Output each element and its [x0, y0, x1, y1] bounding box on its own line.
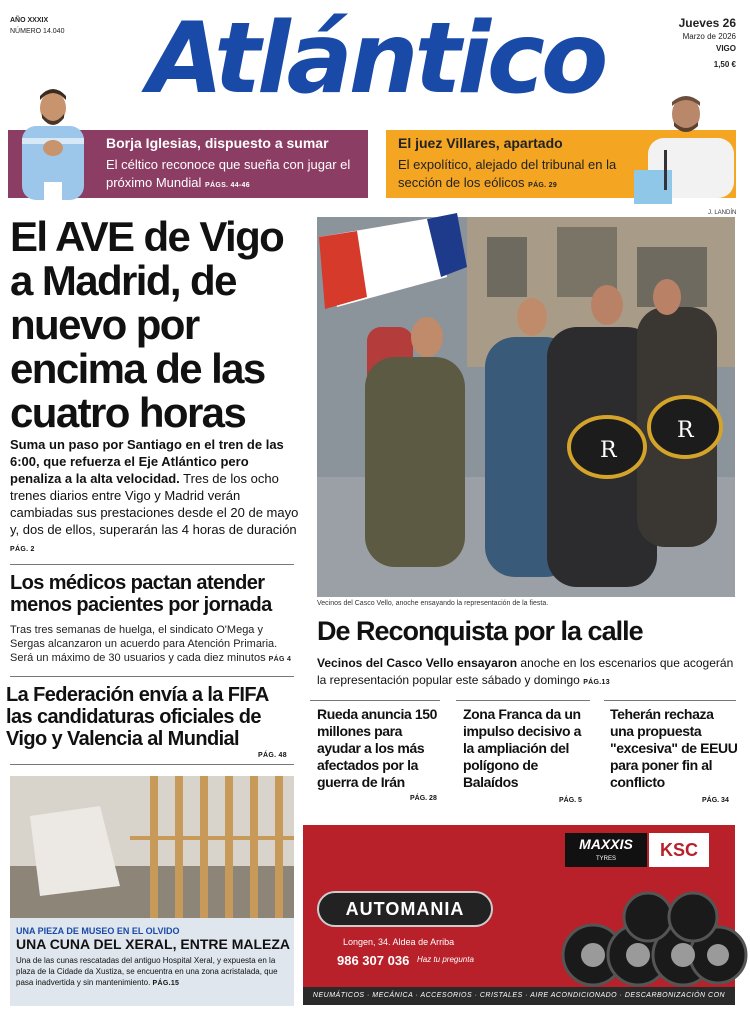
xeral-body: [16, 955, 292, 989]
teaser-villares-text: El expolítico, alejado del tribunal en la sección de los eólicos: [398, 157, 617, 190]
reconquista-headline[interactable]: De Reconquista por la calle: [317, 616, 643, 646]
xeral-story[interactable]: [10, 918, 294, 1006]
main-lead: [10, 436, 300, 558]
divider: [10, 764, 294, 765]
main-lead-bold: Suma un paso por Santiago en el tren de las 6:00, que refuerza el Eje Atlántico pero penaliza a la alta velocidad.: [10, 437, 284, 486]
xeral-page: PÁG.15: [152, 980, 180, 987]
brief-rueda[interactable]: Rueda anuncia 150 millones para ayudar a los más afectados por la guerra de Irán: [317, 706, 438, 790]
divider: [604, 700, 736, 701]
teaser-borja-text: El céltico reconoce que sueña con jugar el próximo Mundial: [106, 157, 351, 190]
ad-services: NEUMÁTICOS · MECÁNICA · ACCESORIOS · CRISTALES · AIRE ACONDICIONADO · DESCARBONIZACIÓN CON HIDRÓGENO: [303, 987, 735, 1005]
ad-phone: 986 307 036: [337, 953, 410, 968]
medicos-text: Tras tres semanas de huelga, el sindicato O'Mega y Sergas alcanzaron un acuerdo para Atención Primaria. Será un máximo de 30 usuarios y cada diez minutos: [10, 624, 278, 664]
fifa-headline[interactable]: La Federación envía a la FIFA las candidaturas oficiales de Vigo y Valencia al Mundial: [6, 684, 268, 750]
cradle-image: [10, 776, 294, 918]
ad-address: Longen, 34. Aldea de Arriba: [343, 937, 455, 947]
xeral-text: Una de las cunas rescatadas del antiguo Hospital Xeral, y expuesta en la plaza de la Cidade da Xustiza, se encuentra en una zona acristalada, que pasa inadvertida y sin mantenimiento.: [16, 956, 278, 987]
street-scene-image: [317, 217, 735, 597]
newspaper-logo[interactable]: Atlántico: [147, 2, 605, 116]
issue-month: Marzo de 2026: [682, 32, 736, 41]
brief-rueda-page: PÁG. 28: [410, 795, 437, 802]
brief-zonafranca[interactable]: Zona Franca da un impulso decisivo a la ampliación del polígono de Balaídos: [463, 706, 582, 790]
reconquista-lead: [317, 655, 737, 691]
reconquista-lead-text: anoche en los escenarios que acogerán la representación popular este sábado y domingo: [317, 656, 734, 687]
main-photo-caption: Vecinos del Casco Vello, anoche ensayando la representación de la fiesta.: [317, 600, 549, 607]
svg-text:R: R: [600, 438, 617, 463]
reconquista-page: PÁG.13: [583, 679, 610, 686]
automania-ad[interactable]: [303, 825, 735, 1017]
issue-meta: [10, 15, 64, 37]
ad-maxxis-logo: MAXXIS TYRES: [565, 833, 647, 867]
main-headline[interactable]: El AVE de Vigo a Madrid, de nuevo por encima de las cuatro horas: [10, 213, 284, 436]
brief-zonafranca-page: PÁG. 5: [559, 797, 582, 804]
judge-photo: [634, 92, 738, 204]
divider: [10, 564, 294, 565]
issue-city: VIGO: [715, 44, 736, 53]
teaser-borja-page: PÁGS. 44-46: [205, 182, 250, 189]
xeral-headline: UNA CUNA DEL XERAL, ENTRE MALEZA: [16, 936, 291, 952]
divider: [456, 700, 590, 701]
fifa-page: PÁG. 48: [258, 752, 287, 759]
brief-teheran[interactable]: Teherán rechaza una propuesta "excesiva" de EEUU para poner fin al conflicto: [610, 706, 738, 790]
ad-slogan: Haz tu pregunta: [417, 955, 474, 964]
ad-automania-logo: AUTOMANIA: [317, 891, 493, 927]
divider: [10, 676, 294, 677]
teaser-borja-title: Borja Iglesias, dispuesto a sumar: [106, 135, 329, 151]
main-lead-text: Tres de los ocho trenes diarios entre Vigo y Madrid verán cambiadas sus prestaciones desde el 20 de mayo y, dos de ellos, superarán las 4 horas de duración: [10, 471, 299, 537]
date-block: [679, 15, 736, 71]
medicos-page: PÁG 4: [268, 656, 292, 663]
svg-text:R: R: [677, 418, 694, 443]
issue-day: Jueves 26: [678, 16, 736, 30]
issue-price: 1,50 €: [713, 60, 736, 69]
xeral-kicker: UNA PIEZA DE MUSEO EN EL OLVIDO: [16, 926, 180, 936]
divider: [310, 700, 440, 701]
issue-year: AÑO XXXIX: [10, 17, 49, 24]
teaser-villares-title: El juez Villares, apartado: [398, 135, 563, 151]
issue-number: NÚMERO 14.040: [10, 28, 65, 35]
medicos-headline[interactable]: Los médicos pactan atender menos pacientes por jornada: [10, 572, 272, 616]
medicos-body: [10, 623, 300, 667]
main-page: PÁG. 2: [10, 546, 35, 553]
ad-ksc-logo: KSC: [649, 833, 709, 867]
footballer-photo: [14, 78, 92, 200]
brief-teheran-page: PÁG. 34: [702, 797, 729, 804]
xeral-photo[interactable]: [10, 776, 294, 918]
main-photo[interactable]: [317, 217, 735, 597]
reconquista-lead-bold: Vecinos del Casco Vello ensayaron: [317, 656, 518, 670]
photo-credit: J. LANDÍN: [708, 210, 737, 216]
tires-image: [553, 895, 733, 987]
teaser-villares-page: PÁG. 29: [528, 182, 558, 189]
